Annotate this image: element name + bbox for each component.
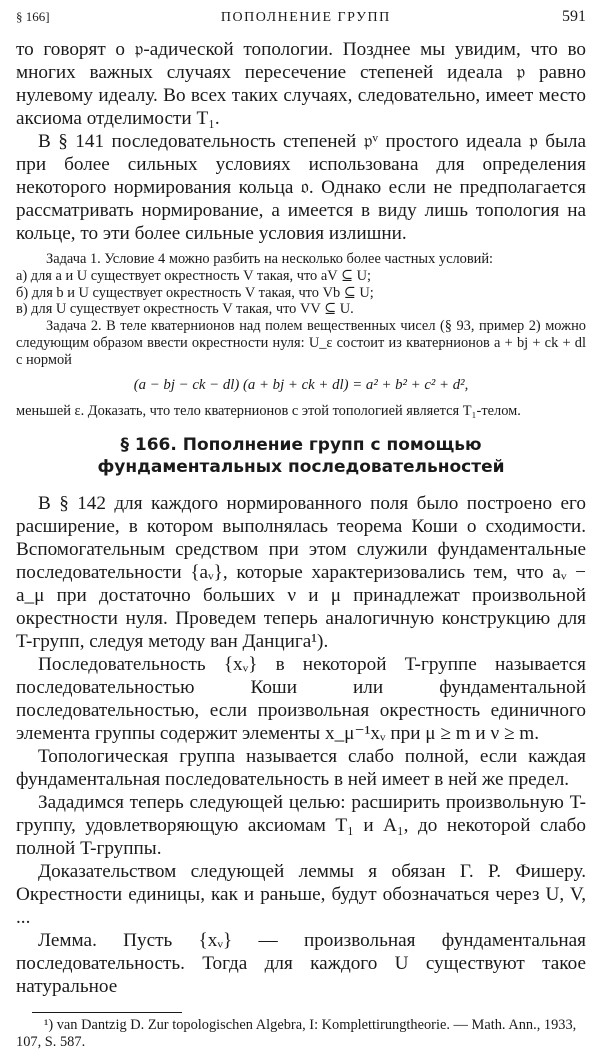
paragraph-1: то говорят о 𝔭-адической топологии. Позднее мы увидим, что во многих важных случаях пересечение степеней идеала 𝔭 равно нулевому идеалу. Во всех таких случаях, следовательно, имеет место аксиома отделимости T₁. (16, 39, 586, 129)
section-body (16, 492, 586, 998)
running-header (16, 8, 586, 38)
footnote (16, 1017, 586, 1051)
section-heading-line-2: фундаментальных последовательностей (97, 457, 505, 478)
exercise-1-item-a: а) для a и U существует окрестность V такая, что aV ⊆ U; (16, 267, 371, 284)
exercise-2-end: меньшей ε. Доказать, что тело кватернионов с этой топологией является T₁-телом. (16, 403, 521, 420)
paragraph-2: В § 141 последовательность степеней 𝔭ᵛ простого идеала 𝔭 была при более сильных условиях использована для определения некоторого нормирования кольца 𝔬. Однако если не предполагается рассматривать нормирование, а имеется в виду лишь топология на кольце, то эти более сильные условия излишни. (16, 131, 586, 244)
footnote-divider (32, 1012, 182, 1013)
lemma-paragraph: Лемма. Пусть {xᵥ} — произвольная фундаментальная последовательность. Тогда для каждого U существуют такое натуральное (16, 930, 586, 998)
section-paragraph-3: Топологическая группа называется слабо полной, если каждая фундаментальная последовательность в ней имеет в ней же предел. (16, 746, 586, 791)
header-running-title: ПОПОЛНЕНИЕ ГРУПП (220, 10, 391, 25)
exercises-block (16, 251, 586, 420)
section-paragraph-4: Зададимся теперь следующей целью: расширить произвольную T-группу, удовлетворяющую аксиомам T₁ и A₁, до некоторой слабо полной T-группы. (16, 792, 586, 860)
section-paragraph-2: Последовательность {xᵥ} в некоторой T-группе называется последовательностью Коши или фундаментальной последовательностью, если произвольная окрестность единичного элемента группы содержит элементы x_μ⁻¹xᵥ при μ ≥ m и ν ≥ m. (16, 654, 586, 745)
exercise-1-item-c: в) для U существует окрестность V такая, что VV ⊆ U. (16, 301, 354, 318)
section-paragraph-5: Доказательством следующей леммы я обязан Г. Р. Фишеру. Окрестности единицы, как и раньше, будут обозначаться через U, V, ... (16, 861, 586, 929)
exercise-1-item-b: б) для b и U существует окрестность V такая, что Vb ⊆ U; (16, 284, 374, 301)
quaternion-norm-formula: (a − bj − ck − dl) (a + bj + ck + dl) = a² + b² + c² + d², (133, 376, 469, 393)
footnote-text: ¹) van Dantzig D. Zur topologischen Algebra, I: Komplettirungtheorie. — Math. Ann., 1933, 107, S. 587. (16, 1017, 577, 1051)
header-section-ref: § 166] (16, 9, 50, 24)
exercise-1-intro: Задача 1. Условие 4 можно разбить на несколько более частных условий: (46, 251, 494, 267)
page-number: 591 (562, 8, 586, 25)
exercise-2: Задача 2. В теле кватернионов над полем вещественных чисел (§ 93, пример 2) можно следующим образом ввести окрестности нуля: U_ε состоит из кватернионов a + bj + ck + dl с нормой (16, 318, 586, 368)
section-heading-line-1: § 166. Пополнение групп с помощью (120, 435, 482, 456)
section-paragraph-1: В § 142 для каждого нормированного поля было построено его расширение, в котором выполнялась теорема Коши о сходимости. Вспомогательным средством при этом служили фундаментальные последовательности {aᵥ}, которые характеризовались тем, что aᵥ − a_μ при достаточно больших ν и μ принадлежат произвольной окрестности нуля. Проведем теперь аналогичную конструкцию для T-групп, следуя методу ван Данцига¹). (16, 493, 586, 653)
opening-text (16, 38, 586, 245)
section-heading (16, 434, 586, 478)
